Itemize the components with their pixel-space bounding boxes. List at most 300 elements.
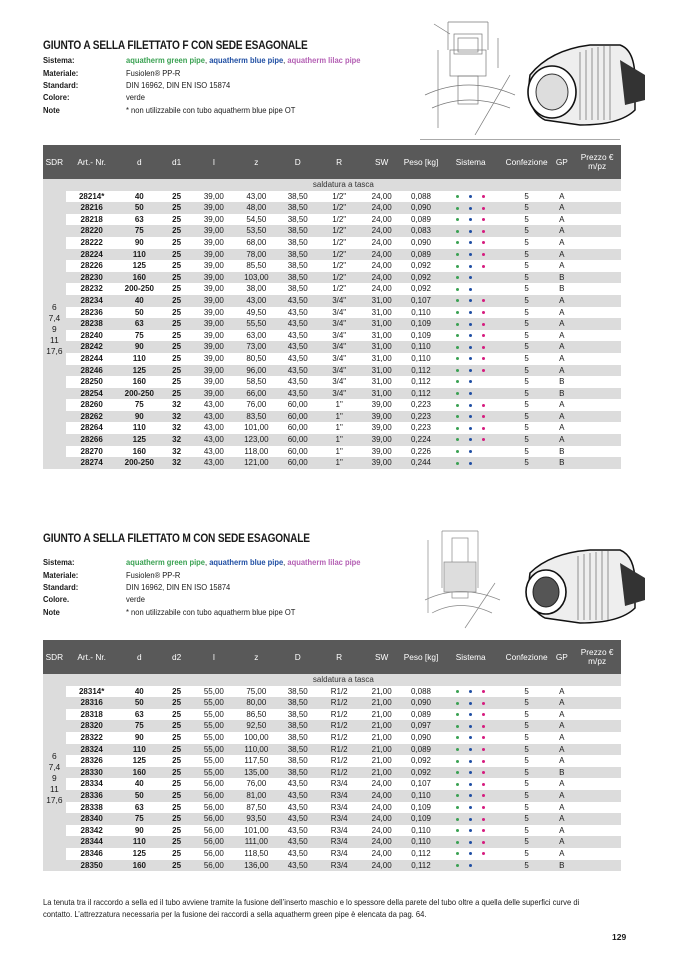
cell-l: 56,00 [192,848,236,860]
cell-z: 117,50 [236,755,277,767]
cell-confezione: 5 [503,434,551,446]
blue-dot-icon [469,736,472,739]
col-sistema: Sistema [439,640,503,674]
lilac-dot-icon [482,241,485,244]
lilac-dot-icon [482,438,485,441]
cell-peso: 0,110 [403,353,438,365]
lilac-dot-icon [482,702,485,705]
table-row [43,422,621,434]
cell-peso: 0,088 [403,686,438,698]
separator: , [283,55,288,66]
cell-D: 38,50 [277,225,318,237]
table-row [43,318,621,330]
cell-prezzo [573,813,621,825]
cell-peso: 0,109 [403,802,438,814]
cell-D: 43,50 [277,330,318,342]
table-body [43,674,621,871]
divider [420,139,620,140]
cell-confezione: 5 [503,802,551,814]
cell-l: 39,00 [192,388,236,400]
cell-d: 75 [118,399,162,411]
lilac-dot-icon [482,806,485,809]
cell-gp: B [550,388,573,400]
lilac-dot-icon [482,265,485,268]
cell-d1: 25 [161,283,192,295]
cell-l: 56,00 [192,825,236,837]
cell-sistema [439,457,503,469]
cell-d1: 25 [161,790,192,802]
col-d: d [118,640,162,674]
lilac-dot-icon [482,253,485,256]
lilac-dot-icon [482,195,485,198]
cell-z: 101,00 [236,825,277,837]
cell-d: 50 [118,697,162,709]
cell-prezzo [573,422,621,434]
cell-d1: 25 [161,214,192,226]
cell-prezzo [573,778,621,790]
cell-R: 3/4" [318,330,359,342]
lilac-dot-icon [482,218,485,221]
cell-prezzo [573,836,621,848]
cell-sw: 24,00 [360,202,404,214]
cell-l: 55,00 [192,767,236,779]
green-dot-icon [456,841,459,844]
blue-dot-icon [469,713,472,716]
cell-sw: 24,00 [360,283,404,295]
cell-z: 66,00 [236,388,277,400]
cell-D: 43,50 [277,848,318,860]
lilac-dot-icon [482,288,485,291]
cell-R: 1/2" [318,202,359,214]
cell-z: 73,00 [236,341,277,353]
cell-peso: 0,092 [403,283,438,295]
cell-d: 125 [118,434,162,446]
green-dot-icon [456,311,459,314]
cell-sw: 39,00 [360,422,404,434]
green-dot-icon [456,218,459,221]
cell-z: 96,00 [236,365,277,377]
spec-value: DIN 16962, DIN EN ISO 15874 [126,79,231,90]
green-dot-icon [456,806,459,809]
cell-prezzo [573,399,621,411]
cell-gp: B [550,446,573,458]
cell-z: 136,00 [236,860,277,872]
cell-R: 3/4" [318,388,359,400]
spec-value: Fusiolen® PP-R [126,569,181,580]
subheader-label: saldatura a tasca [66,674,621,686]
cell-D: 43,50 [277,388,318,400]
lilac-dot-icon [482,230,485,233]
separator: , [205,557,210,568]
col-peso: Peso [kg] [403,145,438,179]
green-dot-icon [456,852,459,855]
cell-prezzo [573,237,621,249]
table-row [43,744,621,756]
cell-prezzo [573,272,621,284]
cell-D: 43,50 [277,353,318,365]
cell-confezione: 5 [503,399,551,411]
cell-sw: 31,00 [360,295,404,307]
cell-peso: 0,083 [403,225,438,237]
cell-d1: 25 [161,353,192,365]
cell-gp: A [550,191,573,203]
cell-z: 83,50 [236,411,277,423]
cell-D: 60,00 [277,399,318,411]
cell-sistema [439,376,503,388]
cell-R: 1" [318,411,359,423]
cell-D: 43,50 [277,376,318,388]
green-dot-icon [456,713,459,716]
cell-d: 75 [118,720,162,732]
cell-sistema [439,365,503,377]
art-number: 28254 [66,388,118,400]
cell-sistema [439,720,503,732]
cell-sw: 21,00 [360,732,404,744]
system-green: aquatherm green pipe [126,55,206,66]
cell-prezzo [573,307,621,319]
cell-z: 110,00 [236,744,277,756]
art-number: 28260 [66,399,118,411]
cell-l: 55,00 [192,744,236,756]
lilac-dot-icon [482,380,485,383]
col-d1: d1 [161,145,192,179]
lilac-dot-icon [482,725,485,728]
cell-D: 60,00 [277,446,318,458]
green-dot-icon [456,771,459,774]
green-dot-icon [456,760,459,763]
cell-R: R3/4 [318,825,359,837]
cell-D: 38,50 [277,272,318,284]
cell-sistema [439,686,503,698]
cell-D: 43,50 [277,365,318,377]
blue-dot-icon [469,311,472,314]
spec-label: Standard: [43,581,79,592]
cell-confezione: 5 [503,225,551,237]
cell-confezione: 5 [503,353,551,365]
table-row [43,411,621,423]
cell-prezzo [573,686,621,698]
green-dot-icon [456,357,459,360]
subheader-label: saldatura a tasca [66,179,621,191]
sdr-spacer [43,179,66,191]
cell-sw: 31,00 [360,307,404,319]
cell-prezzo [573,388,621,400]
spec-label: Colore: [43,92,70,103]
blue-dot-icon [469,369,472,372]
cell-sw: 31,00 [360,330,404,342]
cell-d: 63 [118,318,162,330]
cell-l: 56,00 [192,836,236,848]
cell-prezzo [573,720,621,732]
blue-dot-icon [469,841,472,844]
cell-R: 3/4" [318,307,359,319]
cell-l: 39,00 [192,318,236,330]
col-confezione: Confezione [503,640,551,674]
sdr-value: 6 [52,302,57,313]
lilac-dot-icon [482,794,485,797]
cell-d: 110 [118,422,162,434]
cell-peso: 0,110 [403,307,438,319]
art-number: 28242 [66,341,118,353]
cell-R: 1" [318,446,359,458]
cell-sistema [439,802,503,814]
cell-d: 40 [118,191,162,203]
cell-prezzo [573,225,621,237]
cell-sistema [439,272,503,284]
cell-gp: A [550,260,573,272]
cell-gp: B [550,272,573,284]
cell-prezzo [573,260,621,272]
cell-l: 39,00 [192,283,236,295]
cell-R: R1/2 [318,755,359,767]
spec-label: Sistema: [43,557,75,568]
cell-z: 43,00 [236,191,277,203]
cell-d1: 25 [161,755,192,767]
art-number: 28244 [66,353,118,365]
cell-z: 80,00 [236,697,277,709]
blue-dot-icon [469,864,472,867]
cell-sw: 39,00 [360,457,404,469]
lilac-dot-icon [482,276,485,279]
cell-prezzo [573,295,621,307]
cell-l: 39,00 [192,295,236,307]
green-dot-icon [456,702,459,705]
cell-sistema [439,732,503,744]
cell-gp: A [550,744,573,756]
col-prezzo: Prezzo € m/pz [573,640,621,674]
sdr-value: 9 [52,772,57,783]
cell-prezzo [573,697,621,709]
table-row [43,260,621,272]
cell-d: 125 [118,755,162,767]
cell-d: 125 [118,848,162,860]
cell-d: 160 [118,446,162,458]
cell-D: 38,50 [277,214,318,226]
art-number: 28224 [66,249,118,261]
spec-label: Note [43,104,60,115]
art-number: 28326 [66,755,118,767]
cell-d: 110 [118,353,162,365]
cell-gp: A [550,732,573,744]
art-number: 28238 [66,318,118,330]
cell-gp: A [550,318,573,330]
cell-d1: 25 [161,341,192,353]
blue-dot-icon [469,760,472,763]
subheader-row [43,674,621,686]
lilac-dot-icon [482,760,485,763]
cell-confezione: 5 [503,836,551,848]
sdr-values [43,191,66,469]
blue-dot-icon [469,195,472,198]
art-number: 28222 [66,237,118,249]
cell-d1: 25 [161,249,192,261]
cell-D: 43,50 [277,778,318,790]
green-dot-icon [456,736,459,739]
cell-z: 43,00 [236,295,277,307]
table-row [43,802,621,814]
cell-sistema [439,411,503,423]
col-gp: GP [550,640,573,674]
cell-R: R3/4 [318,860,359,872]
art-number: 28232 [66,283,118,295]
cell-d: 125 [118,260,162,272]
cell-d1: 25 [161,307,192,319]
cell-R: 1" [318,457,359,469]
cell-confezione: 5 [503,341,551,353]
lilac-dot-icon [482,748,485,751]
cell-peso: 0,107 [403,295,438,307]
cell-z: 101,00 [236,422,277,434]
cell-D: 43,50 [277,307,318,319]
cell-sw: 39,00 [360,434,404,446]
cell-sw: 39,00 [360,399,404,411]
cell-d1: 32 [161,446,192,458]
cell-d: 90 [118,341,162,353]
cell-d1: 25 [161,709,192,721]
cell-peso: 0,109 [403,813,438,825]
blue-dot-icon [469,253,472,256]
cell-confezione: 5 [503,732,551,744]
table-row [43,295,621,307]
cell-confezione: 5 [503,295,551,307]
cell-d1: 25 [161,778,192,790]
blue-dot-icon [469,288,472,291]
cell-z: 76,00 [236,778,277,790]
cell-z: 87,50 [236,802,277,814]
footnote: La tenuta tra il raccordo a sella ed il tubo avviene tramite la fusione dell’inserto maschio e lo spessore della parete del tubo oltre a quella delle superfici curve di contatto. L’attrezzatura necessaria per la fusione dei raccordi a sella aquatherm green pipe è elencata da pag. 64. [43,898,580,919]
cell-l: 55,00 [192,686,236,698]
sdr-value: 9 [52,324,57,335]
col-sdr: SDR [43,145,66,179]
blue-dot-icon [469,334,472,337]
cell-sistema [439,341,503,353]
cell-prezzo [573,341,621,353]
cell-z: 54,50 [236,214,277,226]
cell-d1: 25 [161,365,192,377]
cell-R: 1/2" [318,283,359,295]
cell-R: 1/2" [318,225,359,237]
cell-prezzo [573,709,621,721]
lilac-dot-icon [482,404,485,407]
art-number: 28330 [66,767,118,779]
art-number: 28334 [66,778,118,790]
cell-prezzo [573,365,621,377]
cell-d: 40 [118,686,162,698]
table-row [43,732,621,744]
blue-dot-icon [469,276,472,279]
table-row [43,790,621,802]
table-row [43,202,621,214]
cell-prezzo [573,202,621,214]
cell-sistema [439,307,503,319]
cell-peso: 0,090 [403,732,438,744]
lilac-dot-icon [482,311,485,314]
cell-R: 1/2" [318,237,359,249]
cell-sistema [439,191,503,203]
col-gp: GP [550,145,573,179]
cell-D: 60,00 [277,411,318,423]
cell-d1: 25 [161,720,192,732]
cell-gp: A [550,813,573,825]
cell-l: 39,00 [192,249,236,261]
art-number: 28240 [66,330,118,342]
table-row [43,365,621,377]
cell-sw: 31,00 [360,365,404,377]
sdr-value: 17,6 [46,346,63,357]
table-row [43,836,621,848]
table-row [43,376,621,388]
cell-peso: 0,223 [403,411,438,423]
cell-d1: 25 [161,697,192,709]
cell-d1: 25 [161,272,192,284]
green-dot-icon [456,415,459,418]
cell-l: 39,00 [192,272,236,284]
art-number: 28318 [66,709,118,721]
cell-d: 200-250 [118,388,162,400]
table-row [43,225,621,237]
spec-label: Materiale: [43,569,79,580]
cell-D: 38,50 [277,260,318,272]
cell-prezzo [573,318,621,330]
cell-d: 90 [118,732,162,744]
cell-R: 1/2" [318,260,359,272]
technical-drawing-icon [420,20,650,135]
spec-value: DIN 16962, DIN EN ISO 15874 [126,581,231,592]
cell-peso: 0,109 [403,330,438,342]
lilac-dot-icon [482,346,485,349]
lilac-dot-icon [482,357,485,360]
separator: , [283,557,288,568]
cell-peso: 0,112 [403,376,438,388]
spec-value [126,557,361,567]
cell-d: 110 [118,744,162,756]
subheader-row [43,179,621,191]
section-title: GIUNTO A SELLA FILETTATO M CON SEDE ESAGONALE [43,533,310,545]
blue-dot-icon [469,346,472,349]
blue-dot-icon [469,230,472,233]
art-number: 28264 [66,422,118,434]
cell-prezzo [573,825,621,837]
cell-R: R3/4 [318,790,359,802]
table-row [43,825,621,837]
cell-D: 60,00 [277,434,318,446]
cell-z: 86,50 [236,709,277,721]
cell-D: 38,50 [277,732,318,744]
cell-peso: 0,089 [403,744,438,756]
table-row [43,446,621,458]
blue-dot-icon [469,392,472,395]
sdr-value: 11 [50,783,59,794]
cell-D: 43,50 [277,790,318,802]
green-dot-icon [456,346,459,349]
lilac-dot-icon [482,818,485,821]
col-art: Art.- Nr. [66,640,118,674]
cell-confezione: 5 [503,778,551,790]
cell-sw: 24,00 [360,272,404,284]
lilac-dot-icon [482,783,485,786]
cell-sistema [439,434,503,446]
cell-peso: 0,090 [403,697,438,709]
product-table-female [43,145,621,469]
cell-R: 1/2" [318,249,359,261]
col-peso: Peso [kg] [403,640,438,674]
cell-R: 1/2" [318,191,359,203]
cell-d: 160 [118,767,162,779]
separator: , [205,55,210,66]
cell-gp: A [550,802,573,814]
cell-z: 93,50 [236,813,277,825]
cell-sistema [439,813,503,825]
